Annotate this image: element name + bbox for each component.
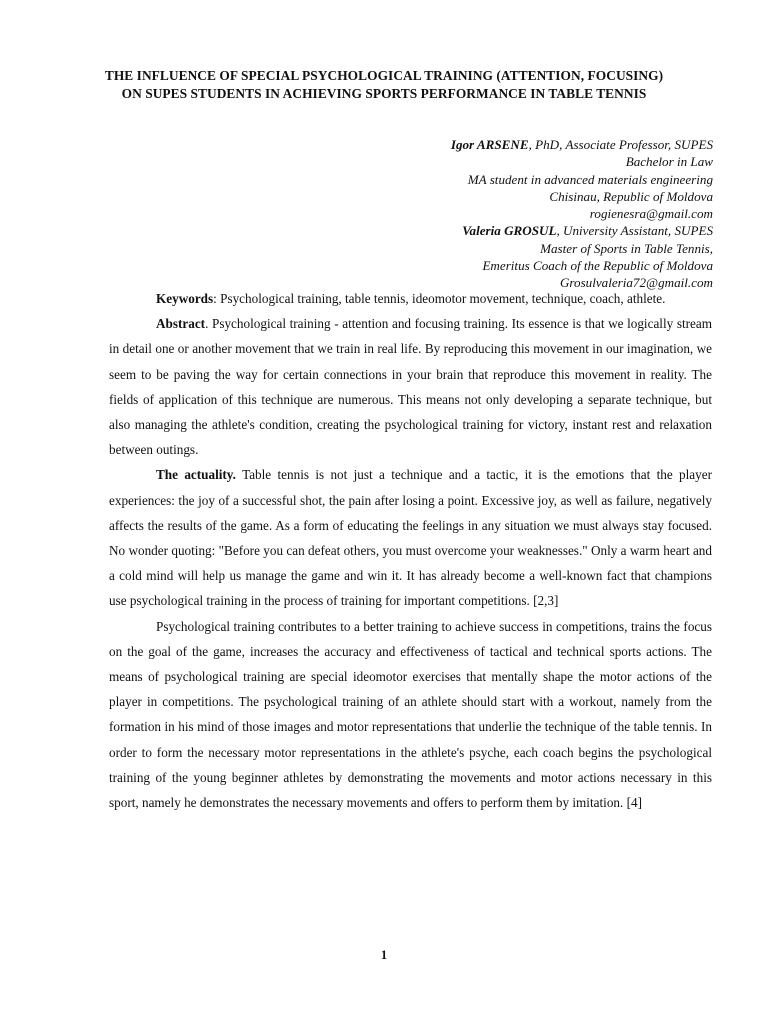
author-1-name: Igor ARSENE: [450, 137, 529, 152]
keywords-text: : Psychological training, table tennis, ideomotor movement, technique, coach, athlete.: [213, 291, 666, 306]
author-2-detail: Emeritus Coach of the Republic of Moldova: [482, 258, 713, 274]
body-paragraph-text: Psychological training contributes to a better training to achieve success in competitions, trains the focus on the goal of the game, increases the accuracy and effectiveness of tactical and technical sports actions. The means of psychological training are special ideomotor exercises that mentally shape the motor actions of the player in competitions. The psychological training of an athlete should start with a workout, namely from the formation in his mind of those images and motor representations that underlie the technique of the table tennis. In order to form the necessary motor representations in the athlete's psyche, each coach begins the psychological training of the young beginner athletes by demonstrating the movements and motor actions necessary in this sport, namely he demonstrates the necessary movements and offers to perform them by imitation. [4]: [109, 618, 712, 811]
author-1-line: [293, 136, 713, 153]
abstract-paragraph: [109, 311, 712, 462]
keywords-paragraph: [109, 286, 712, 311]
actuality-paragraph: [109, 462, 712, 613]
author-1-detail: Chisinau, Republic of Moldova: [549, 188, 713, 204]
author-1-affiliation: , PhD, Associate Professor, SUPES: [528, 137, 713, 152]
keywords-label: Keywords: [156, 291, 214, 306]
author-block: [293, 136, 713, 292]
actuality-text: Table tennis is not just a technique and a tactic, it is the emotions that the player experiences: the joy of a successful shot, the pain after losing a point. Excessive joy, as well as failure, negatively affects the results of the game. As a form of educating the feelings in any situation we must always stay focused. No wonder quoting: "Before you can defeat others, you must overcome your weaknesses." Only a warm heart and a cold mind will help us manage the game and win it. It has already become a well-known fact that champions use psychological training in the process of training for important competitions. [2,3]: [109, 467, 712, 609]
author-2-detail: Master of Sports in Table Tennis,: [540, 240, 713, 256]
author-2-line: [293, 222, 713, 239]
page-number: 1: [380, 948, 388, 962]
author-1-email: rogienesra@gmail.com: [589, 206, 713, 222]
author-1-detail: Bachelor in Law: [625, 154, 713, 170]
abstract-text: . Psychological training - attention and focusing training. Its essence is that we logically stream in detail one or another movement that we train in real life. By reproducing this movement in our imagination, we seem to be paving the way for certain connections in your brain that reproduce this movement in reality. The fields of application of this technique are numerous. This means not only developing a separate technique, but also managing the athlete's condition, creating the psychological training for victory, instant rest and relaxation between outings.: [109, 316, 712, 458]
author-1-detail: MA student in advanced materials engineering: [467, 171, 713, 187]
actuality-label: The actuality.: [156, 467, 236, 483]
body-paragraph: [109, 614, 712, 816]
author-2-email: Grosulvaleria72@gmail.com: [559, 275, 713, 291]
abstract-label: Abstract: [156, 316, 206, 332]
body-text: [109, 286, 712, 815]
author-2-affiliation: , University Assistant, SUPES: [556, 223, 713, 239]
author-2-name: Valeria GROSUL: [462, 223, 557, 239]
paper-title: THE INFLUENCE OF SPECIAL PSYCHOLOGICAL TRAINING (ATTENTION, FOCUSING) ON SUPES STUDENTS IN ACHIEVING SPORTS PERFORMANCE IN TABLE TENNIS: [104, 68, 664, 102]
